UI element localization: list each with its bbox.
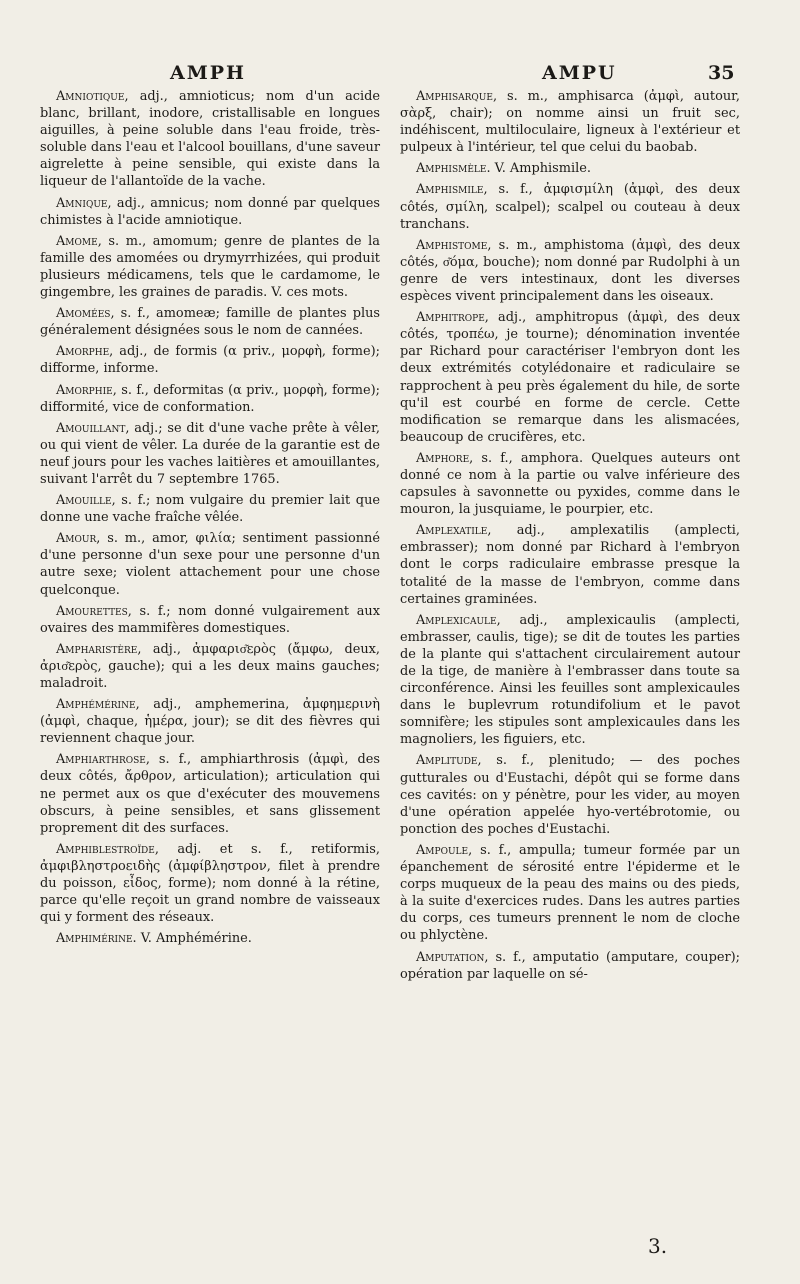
- entry-definition: , s. f., amphora. Quelques auteurs ont donné ce nom à la partie ou valve inférieure des capsules à savonnette ou pyxides, comme dans le mouron, la jusquiame, le pourpier, etc.: [400, 450, 740, 518]
- entry-definition: , adj., amnioticus; nom d'un acide blanc, brillant, inodore, cristallisable en longues aiguilles, à peine soluble dans l'eau froide, très-soluble dans l'eau et l'alcool bouillans, d'une saveur aigrelette à peine sensible, qui existe dans la liqueur de l'allantoïde de la vache.: [40, 89, 380, 190]
- entry-definition: , s. f., amphiarthrosis (ἀμφὶ, des deux côtés, ἄρθρον, articulation); articulation qui ne permet aux os que d'exécuter des mouvemens obscurs, à peine sensibles, et sans glissement proprement dit des surfaces.: [40, 752, 380, 836]
- running-head-left: AMPH: [170, 62, 247, 84]
- left-column: [40, 88, 380, 951]
- entry-definition: , adj., de formis (α priv., μορφὴ, forme); difforme, informe.: [40, 344, 380, 377]
- entry-definition: , adj.; se dit d'une vache prête à vêler, ou qui vient de vêler. La durée de la garantie est de neuf jours pour les vaches laitières et amouillantes, suivant l'arrêt du 7 septembre 1765.: [40, 420, 380, 487]
- dictionary-entry: [400, 160, 740, 177]
- entry-definition: , s. f., deformitas (α priv., μορφὴ, forme); difformité, vice de conformation.: [40, 382, 380, 415]
- entry-headword: Amputation: [416, 949, 485, 965]
- dictionary-entry: [400, 181, 740, 232]
- entry-definition: , adj., amphitropus (ἀμφὶ, des deux côtés, τροπέω, je tourne); dénomination inventée par Richard pour caractériser l'embryon dont les deux extrémités cotylédonaire et radiculaire se rapprochent à peu près également du hile, de sorte qu'il est courbé en forme de cercle. Cette modification se remarque dans les alismacées, beaucoup de crucifères, etc.: [400, 310, 740, 445]
- dictionary-entry: [400, 450, 740, 518]
- dictionary-entry: [40, 305, 380, 339]
- dictionary-entry: [40, 751, 380, 836]
- dictionary-entry: [400, 88, 740, 156]
- entry-headword: Amplexicaule: [416, 612, 497, 628]
- dictionary-entry: [40, 492, 380, 526]
- entry-definition: , s. f., amputatio (amputare, couper); opération par laquelle on sé-: [400, 949, 740, 982]
- entry-definition: , s. f., ἀμφισμίλη (ἀμφὶ, des deux côtés, σμίλη, scalpel); scalpel ou couteau à deux tranchans.: [400, 182, 740, 232]
- dictionary-entry: [40, 641, 380, 692]
- dictionary-entry: [40, 603, 380, 637]
- entry-definition: , adj., ἀμφαρισ͂ερὸς (ἄμφω, deux, ἀρισ͂ερὸς, gauche); qui a les deux mains gauches; maladroit.: [40, 641, 380, 691]
- entry-definition: , s. m., amor, φιλία; sentiment passionné d'une personne d'un sexe pour une personne d'un autre sexe; violent attachement pour une chose quelconque.: [40, 531, 380, 598]
- dictionary-entry: [40, 233, 380, 301]
- entry-headword: Amphismile: [416, 182, 484, 198]
- entry-definition: , adj. et s. f., retiformis, ἀμφιβληστροειδὴς (ἀμφίβληστρον, filet à prendre du poisson, εἶδος, forme); nom donné à la rétine, parce qu'elle reçoit un grand nombre de vaisseaux qui y forment des réseaux.: [40, 841, 380, 926]
- entry-definition: , s. m., amphistoma (ἀμφὶ, des deux côtés, σ͂όμα, bouche); nom donné par Rudolphi à un genre de vers intestinaux, dont les diverses espèces vivent principalement dans les oiseaux.: [400, 237, 740, 305]
- entry-headword: Amphore: [416, 450, 470, 466]
- entry-definition: , s. f.; nom vulgaire du premier lait que donne une vache fraîche vêlée.: [40, 493, 380, 526]
- entry-headword: Amnique: [56, 195, 108, 211]
- entry-definition: , adj., amplexatilis (amplecti, embrasser); nom donné par Richard à l'embryon dont le corps radiculaire embrasse presque la totalité de la masse de l'embryon, comme dans certaines graminées.: [400, 523, 740, 607]
- entry-headword: Amphiblestroïde: [56, 841, 155, 857]
- entry-headword: Amorphie: [56, 382, 113, 398]
- entry-definition: , s. f., ampulla; tumeur formée par un épanchement de sérosité entre l'épiderme et le corps muqueux de la peau des mains ou des pieds, à la suite d'exercices rudes. Dans les autres parties du corps, ces tumeurs prennent le nom de cloche ou phlyctène.: [400, 842, 740, 944]
- entry-definition: , s. m., amomum; genre de plantes de la famille des amomées ou drymyrrhizées, qui produit plusieurs médicamens, tels que le cardamome, le gingembre, les graines de paradis. V. ces mots.: [40, 233, 380, 301]
- entry-definition: , s. f., plenitudo; — des poches gutturales ou d'Eustachi, dépôt qui se forme dans ces cavités: on y pénètre, pour les vider, au moyen d'une opération appelée hyo-vertébrotomie, ou ponction des poches d'Eustachi.: [400, 753, 740, 837]
- entry-headword: Amphitrope: [416, 310, 485, 326]
- entry-headword: Amorphe: [56, 344, 110, 360]
- dictionary-entry: [400, 752, 740, 837]
- entry-headword: Amourettes: [56, 603, 128, 619]
- entry-headword: Amouille: [56, 493, 112, 509]
- entry-headword: Amome: [56, 233, 98, 249]
- entry-headword: Amouillant: [56, 420, 126, 436]
- dictionary-entry: [40, 195, 380, 229]
- dictionary-entry: [40, 420, 380, 488]
- dictionary-entry: [40, 930, 380, 947]
- entry-definition: , adj., amnicus; nom donné par quelques chimistes à l'acide amniotique.: [40, 195, 380, 228]
- dictionary-entry: [40, 382, 380, 416]
- entry-headword: Amphémérine: [56, 697, 136, 713]
- entry-headword: Amomées: [56, 306, 111, 322]
- dictionary-entry: [400, 309, 740, 446]
- dictionary-entry: [400, 842, 740, 945]
- entry-headword: Amplitude: [416, 753, 478, 769]
- entry-headword: Ampoule: [416, 842, 469, 858]
- entry-headword: Amniotique: [56, 89, 125, 104]
- entry-definition: , adj., amplexicaulis (amplecti, embrasser, caulis, tige); se dit de toutes les parties de la plante qui s'attachent circulairement autour de la tige, de manière à l'embrasser dans toute sa circonférence. Ainsi les feuilles sont amplexicaules dans le buplevrum rotundifolium et le pavot somnifère; les stipules sont amplexicaules dans les magnoliers, les figuiers, etc.: [400, 612, 740, 748]
- right-column: [400, 88, 740, 987]
- entry-definition: , s. f.; nom donné vulgairement aux ovaires des mammifères domestiques.: [40, 603, 380, 636]
- entry-headword: Amour: [56, 531, 97, 547]
- entry-headword: Amphimérine: [56, 931, 133, 947]
- entry-definition: . V. Amphémérine.: [132, 931, 252, 947]
- entry-definition: , adj., amphemerina, ἀμφημερινὴ (ἀμφὶ, chaque, ἡμέρα, jour); se dit des fièvres qui reviennent chaque jour.: [40, 697, 380, 747]
- dictionary-entry: [400, 237, 740, 305]
- entry-headword: Amphistome: [416, 237, 488, 253]
- dictionary-entry: [40, 841, 380, 926]
- entry-definition: . V. Amphismile.: [486, 161, 591, 177]
- entry-definition: , s. f., amomeæ; famille de plantes plus généralement désignées sous le nom de cannées.: [40, 306, 380, 339]
- dictionary-entry: [40, 530, 380, 598]
- dictionary-entry: [400, 522, 740, 607]
- entry-headword: Amphisarque: [416, 89, 493, 104]
- entry-definition: , s. m., amphisarca (ἀμφὶ, autour, σὰρξ, chair); on nomme ainsi un fruit sec, indéhiscent, multiloculaire, ligneux à l'extérieur et pulpeux à l'intérieur, tel que celui du baobab.: [400, 89, 740, 156]
- signature-mark: 3.: [648, 1234, 668, 1258]
- dictionary-entry: [40, 696, 380, 747]
- dictionary-entry: [40, 88, 380, 191]
- dictionary-entry: [400, 612, 740, 749]
- entry-headword: Amphiarthrose: [56, 752, 146, 768]
- entry-headword: Ampharistère: [56, 641, 138, 657]
- entry-headword: Amphismèle: [416, 161, 487, 177]
- dictionary-entry: [40, 343, 380, 377]
- page-number: 35: [708, 62, 735, 84]
- running-head-right: AMPU: [542, 62, 617, 84]
- dictionary-entry: [400, 949, 740, 983]
- entry-headword: Amplexatile: [416, 523, 488, 539]
